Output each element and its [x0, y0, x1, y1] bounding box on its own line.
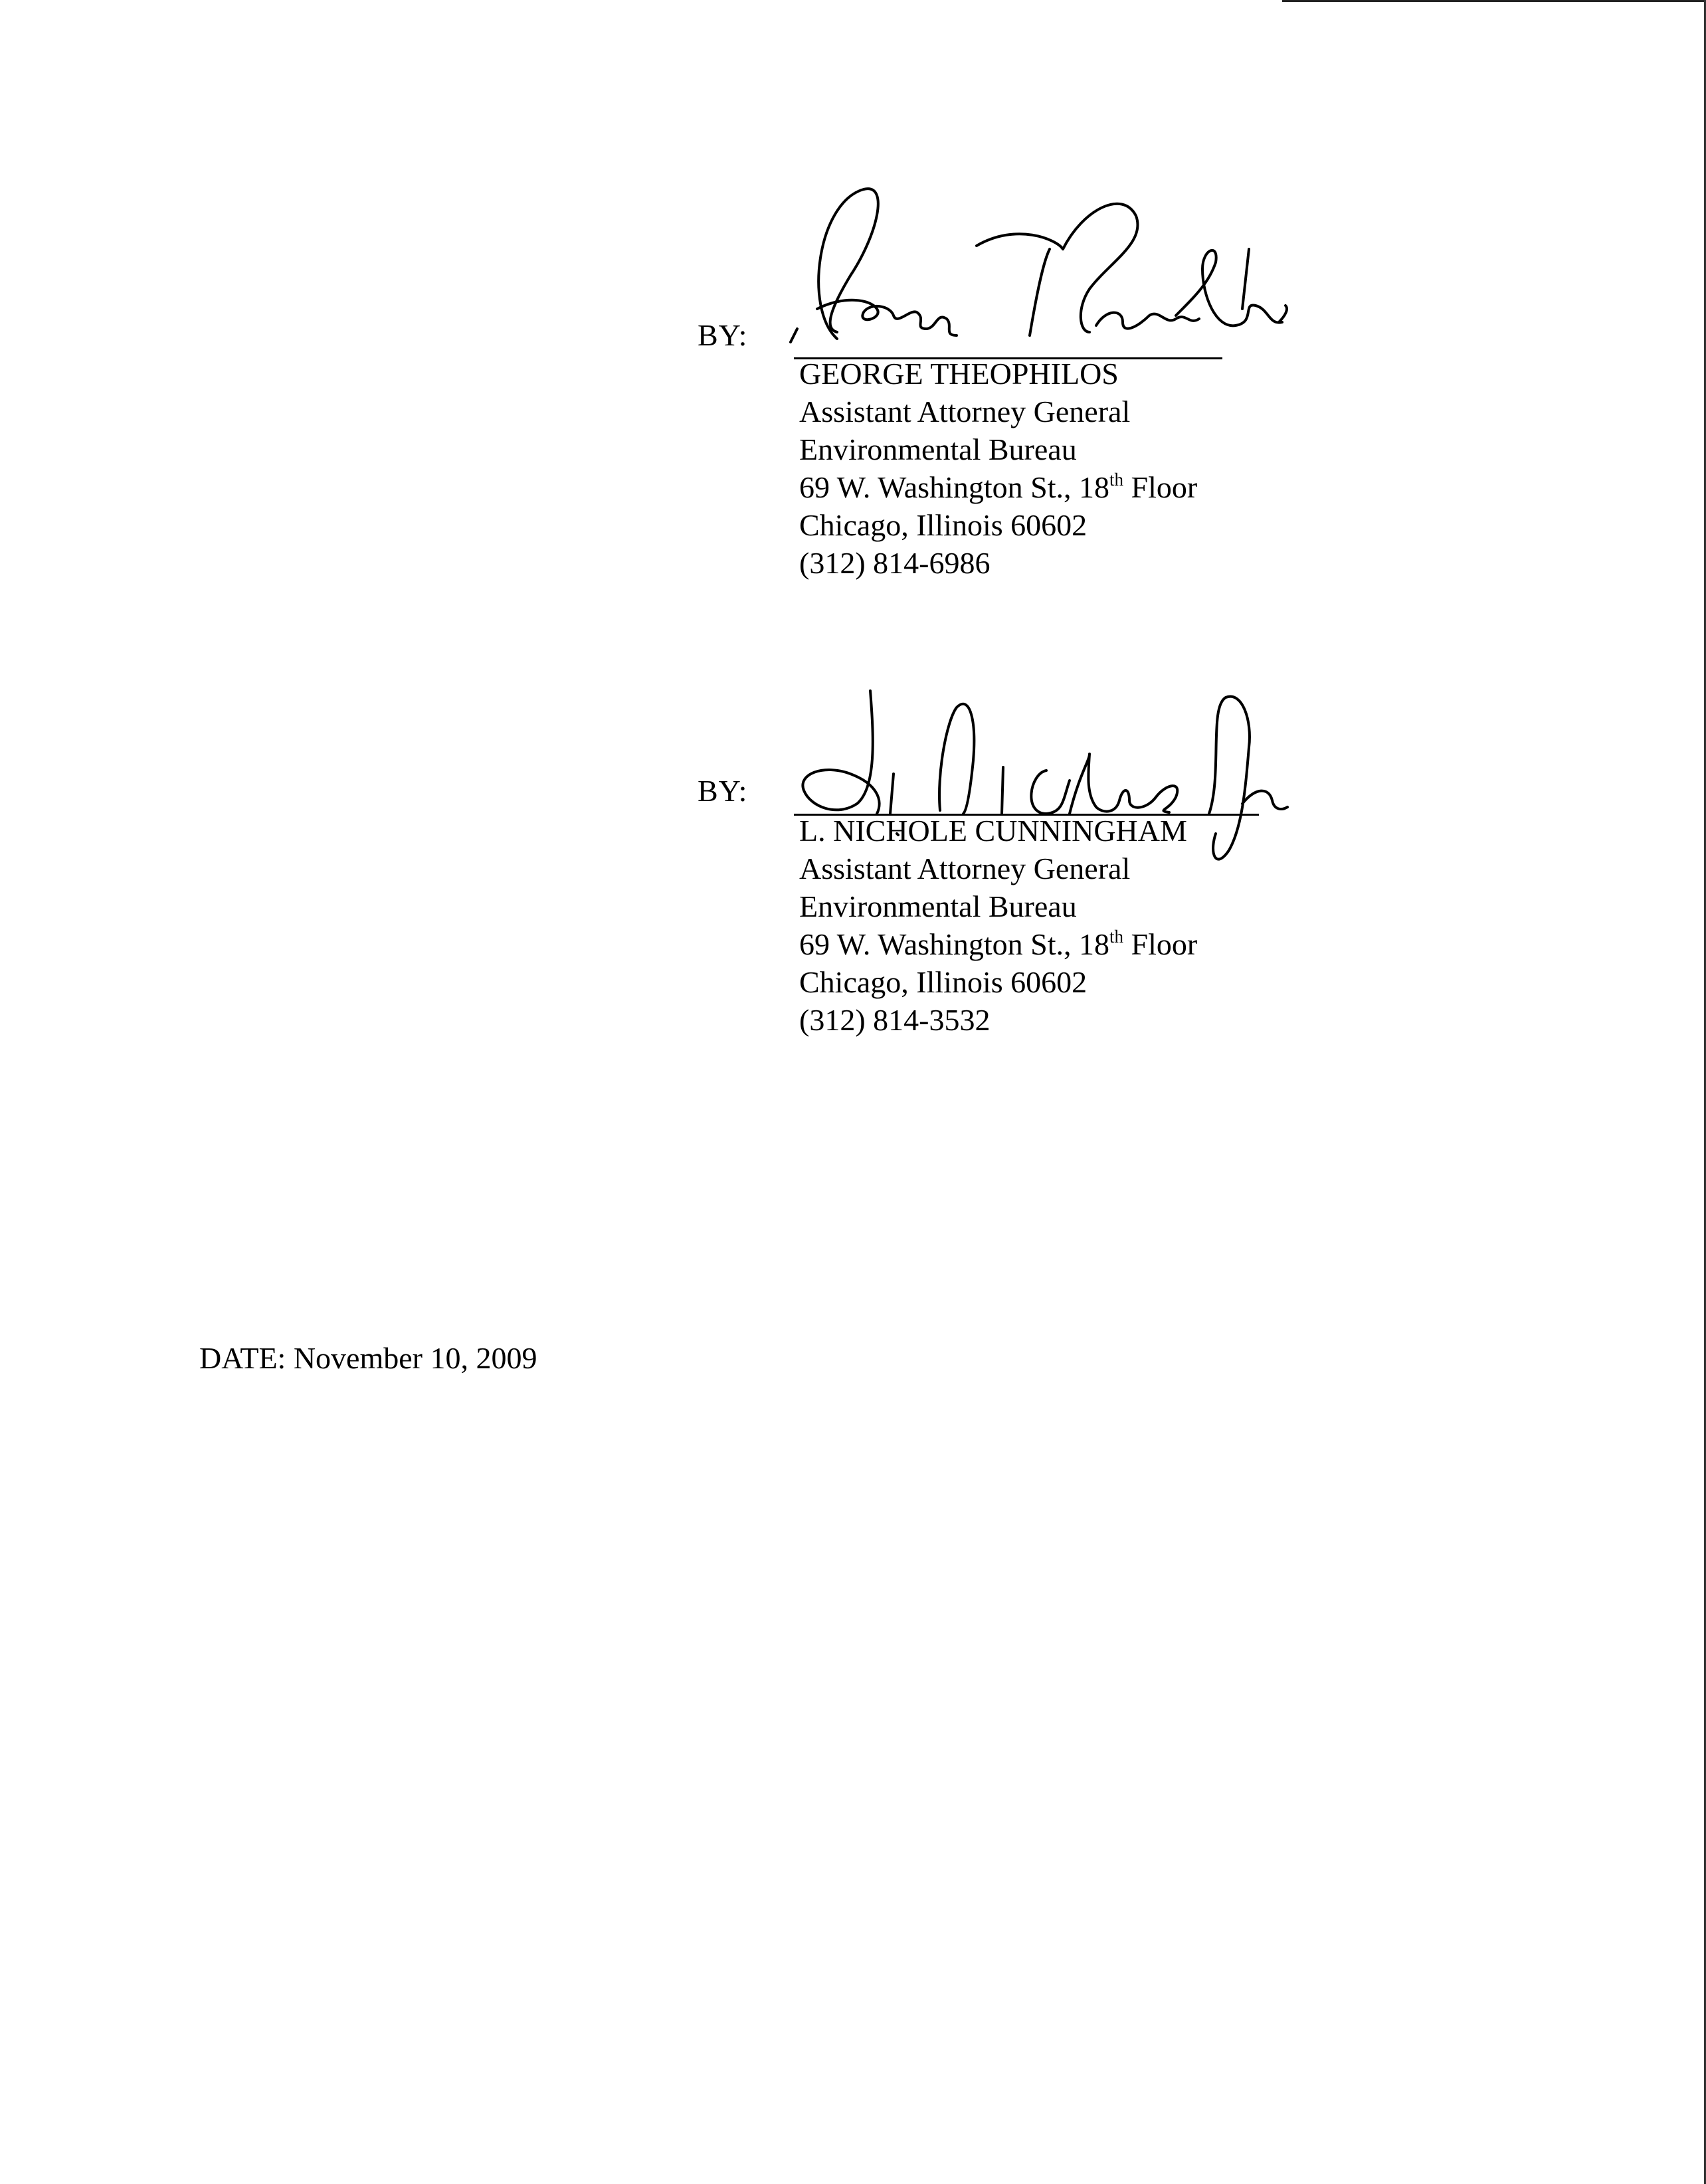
- signer-title: Assistant Attorney General: [799, 852, 1131, 885]
- signer-name: GEORGE THEOPHILOS: [799, 357, 1119, 391]
- signature-block-1: [799, 355, 1197, 582]
- signer-title: Assistant Attorney General: [799, 395, 1131, 428]
- scan-edge-top: [1282, 0, 1706, 2]
- address-ordinal-suffix: th: [1109, 927, 1124, 947]
- signer-phone: (312) 814-3532: [799, 1003, 991, 1037]
- signer-bureau: Environmental Bureau: [799, 432, 1077, 466]
- signer-city: Chicago, Illinois 60602: [799, 965, 1088, 999]
- address-floor: Floor: [1123, 927, 1198, 961]
- signature-block-2: [799, 812, 1197, 1039]
- signer-address: [799, 468, 1197, 506]
- signer-bureau: Environmental Bureau: [799, 889, 1077, 923]
- address-ordinal-suffix: th: [1109, 470, 1124, 490]
- signer-address: [799, 925, 1197, 963]
- date-value: November 10, 2009: [293, 1341, 537, 1375]
- by-label-2: BY:: [698, 774, 748, 808]
- signer-city: Chicago, Illinois 60602: [799, 508, 1088, 542]
- signer-name: L. NICHOLE CUNNINGHAM: [799, 814, 1187, 848]
- date-line: [199, 1343, 537, 1374]
- signer-phone: (312) 814-6986: [799, 546, 991, 580]
- address-street: 69 W. Washington St., 18: [799, 470, 1110, 504]
- address-floor: Floor: [1123, 470, 1198, 504]
- signature-george-theophilos: [777, 176, 1295, 365]
- by-label-1: BY:: [698, 318, 748, 352]
- date-label: DATE:: [199, 1341, 286, 1375]
- address-street: 69 W. Washington St., 18: [799, 927, 1110, 961]
